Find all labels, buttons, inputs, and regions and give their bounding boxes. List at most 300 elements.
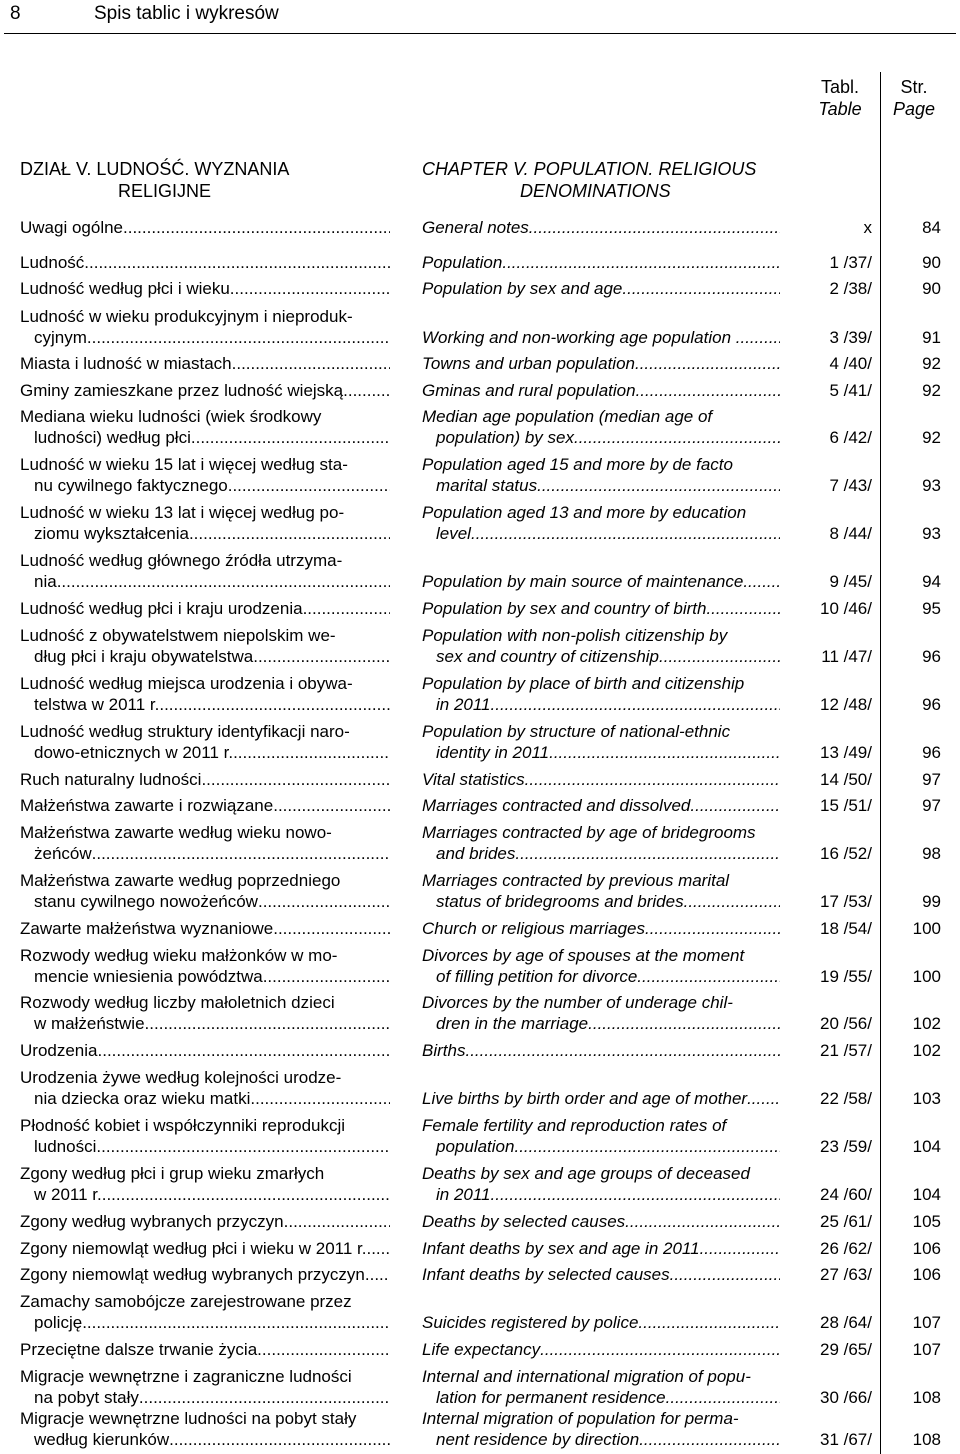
entry-title-pl-line: Gminy zamieszkane przez ludność wiejską: [20, 381, 344, 400]
entry-title-en: [422, 721, 780, 763]
entry-title-pl-line: nia dziecka oraz wieku matki: [34, 1089, 251, 1108]
dot-leader: [622, 278, 780, 299]
table-number: 1 /37/: [829, 253, 872, 272]
toc-row: [0, 503, 960, 544]
dot-leader: [639, 1429, 780, 1450]
table-number: 4 /40/: [829, 354, 872, 373]
dot-leader: [365, 1264, 390, 1285]
entry-title-pl-line: mencie wniesienia powództwa: [34, 967, 263, 986]
entry-title-en-line: Vital statistics: [422, 770, 525, 789]
entry-title-pl-line: Ludność w wieku produkcyjnym i nieproduk-: [20, 307, 353, 326]
entry-title-pl-line: ziomu wykształcenia: [34, 524, 189, 543]
entry-title-en-line: of filling petition for divorce: [436, 967, 638, 986]
toc-row: [0, 722, 960, 763]
page-number-ref: 96: [922, 695, 941, 714]
page-number-ref: 84: [922, 218, 941, 237]
dot-leader: [284, 1211, 390, 1232]
dot-leader: [253, 646, 390, 667]
page-number-ref: 99: [922, 892, 941, 911]
dot-leader: [303, 598, 390, 619]
page-number-ref: 108: [912, 1430, 941, 1449]
table-number: 8 /44/: [829, 524, 872, 543]
entry-title-pl-line: Zgony według wybranych przyczyn: [20, 1212, 284, 1231]
entry-title-en: [422, 454, 780, 496]
dot-leader: [250, 1088, 390, 1109]
entry-title-en: [422, 1040, 780, 1061]
toc-row: [0, 1339, 960, 1360]
entry-title-pl: [20, 1408, 390, 1450]
entry-title-pl: [20, 721, 390, 763]
dot-leader: [549, 742, 780, 763]
entry-title-pl-line: żeńców: [34, 844, 92, 863]
page-column-label-en: Page: [892, 99, 936, 119]
entry-title-en-line: Population aged 13 and more by education: [422, 503, 747, 522]
table-number: 20 /56/: [820, 1014, 872, 1033]
chapter-title-en: CHAPTER V. POPULATION. RELIGIOUS DENOMINATIONS: [422, 159, 757, 201]
entry-title-pl-line: Przeciętne dalsze trwanie życia: [20, 1340, 258, 1359]
table-number: 18 /54/: [820, 919, 872, 938]
entry-title-pl-line: Migracje wewnętrzne i zagraniczne ludności: [20, 1367, 352, 1386]
entry-title-en-line: Population by main source of maintenance: [422, 572, 744, 591]
page-number-ref: 98: [922, 844, 941, 863]
entry-title-pl-line: według kierunków: [34, 1430, 170, 1449]
entry-title-en: [422, 918, 780, 939]
table-number: 10 /46/: [820, 599, 872, 618]
toc-row: [0, 353, 960, 374]
page-number-ref: 95: [922, 599, 941, 618]
toc-row: [0, 598, 960, 619]
entry-title-en-line: in 2011: [436, 695, 491, 714]
table-number: 6 /42/: [829, 428, 872, 447]
table-number: 28 /64/: [820, 1313, 872, 1332]
dot-leader: [747, 1088, 780, 1109]
dot-leader: [273, 918, 390, 939]
dot-leader: [233, 742, 390, 763]
entry-title-pl: [20, 1238, 390, 1259]
entry-title-pl-line: Zamachy samobójcze zarejestrowane przez: [20, 1292, 352, 1311]
table-number: 30 /66/: [820, 1388, 872, 1407]
entry-title-pl: [20, 1291, 390, 1333]
entry-title-pl: [20, 1040, 390, 1061]
dot-leader: [529, 217, 780, 238]
entry-title-en-line: Marriages contracted and dissolved: [422, 796, 691, 815]
entry-title-en-line: population) by sex: [436, 428, 574, 447]
dot-leader: [690, 795, 780, 816]
toc-row: [0, 1164, 960, 1205]
page-number-ref: 102: [912, 1041, 941, 1060]
dot-leader: [82, 1312, 390, 1333]
entry-title-en-line: level: [436, 524, 471, 543]
entry-title-en: [422, 822, 780, 864]
entry-title-en-line: Population by sex and age: [422, 279, 623, 298]
entry-title-pl: [20, 1366, 390, 1408]
entry-title-pl-line: Zgony według płci i grup wieku zmarłych: [20, 1164, 325, 1183]
dot-leader: [635, 353, 780, 374]
entry-title-en-line: Population aged 15 and more by de facto: [422, 455, 733, 474]
entry-title-pl-line: stanu cywilnego nowożeńców: [34, 892, 258, 911]
entry-title-pl-line: Migracje wewnętrzne ludności na pobyt stały: [20, 1409, 357, 1428]
table-number: 24 /60/: [820, 1185, 872, 1204]
entry-title-pl-line: Małżeństwa zawarte według poprzedniego: [20, 871, 341, 890]
page-number-ref: 92: [922, 354, 941, 373]
page-column-header: [882, 76, 946, 120]
entry-title-pl: [20, 1211, 390, 1232]
entry-title-en-line: Marriages contracted by previous marital: [422, 871, 730, 890]
entry-title-pl: [20, 822, 390, 864]
toc-row: [0, 1238, 960, 1259]
page-number-ref: 108: [912, 1388, 941, 1407]
header-rule: [4, 33, 956, 34]
page-number: 8: [10, 3, 21, 24]
table-number: x: [863, 218, 872, 237]
entry-title-pl-line: Rozwody według wieku małżonków w mo-: [20, 946, 338, 965]
entry-title-en-line: Infant deaths by selected causes: [422, 1265, 670, 1284]
dot-leader: [636, 380, 780, 401]
toc-row: [0, 1264, 960, 1285]
page-number-ref: 96: [922, 647, 941, 666]
page-number-ref: 107: [912, 1340, 941, 1359]
dot-leader: [515, 843, 780, 864]
entry-title-en-line: Infant deaths by sex and age in 2011: [422, 1239, 700, 1258]
page-header: [0, 0, 960, 34]
dot-leader: [537, 475, 780, 496]
page-number-ref: 93: [922, 476, 941, 495]
entry-title-pl: [20, 870, 390, 912]
dot-leader: [102, 1184, 390, 1205]
entry-title-pl-line: Ludność według głównego źródła utrzyma-: [20, 551, 343, 570]
table-number: 27 /63/: [820, 1265, 872, 1284]
entry-title-pl-line: Rozwody według liczby małoletnich dzieci: [20, 993, 335, 1012]
table-number: 14 /50/: [820, 770, 872, 789]
table-number: 12 /48/: [820, 695, 872, 714]
table-number: 19 /55/: [820, 967, 872, 986]
toc-row: [0, 407, 960, 448]
dot-leader: [465, 1040, 780, 1061]
page-number-ref: 103: [912, 1089, 941, 1108]
page-number-ref: 104: [912, 1137, 941, 1156]
dot-leader: [273, 795, 390, 816]
page-number-ref: 92: [922, 428, 941, 447]
toc-row: [0, 278, 960, 299]
entry-title-pl-line: nu cywilnego faktycznego: [34, 476, 228, 495]
entry-title-en: [422, 598, 780, 619]
entry-title-pl-line: ludności: [34, 1137, 97, 1156]
toc-row: [0, 1040, 960, 1061]
toc-row: [0, 871, 960, 912]
entry-title-pl-line: policję: [34, 1313, 83, 1332]
dot-leader: [514, 1136, 780, 1157]
page-number-ref: 96: [922, 743, 941, 762]
entry-title-pl-line: Ludność w wieku 15 lat i więcej według sta-: [20, 455, 348, 474]
entry-title-en-line: Divorces by the number of underage chil-: [422, 993, 733, 1012]
dot-leader: [666, 1387, 780, 1408]
dot-leader: [87, 327, 390, 348]
entry-title-pl-line: Mediana wieku ludności (wiek środkowy: [20, 407, 322, 426]
entry-title-en: [422, 945, 780, 987]
dot-leader: [700, 1238, 780, 1259]
entry-title-en-line: Working and non-working age population .: [422, 328, 741, 347]
table-number: 22 /58/: [820, 1089, 872, 1108]
table-number: 21 /57/: [820, 1041, 872, 1060]
page-number-ref: 93: [922, 524, 941, 543]
table-number: 17 /53/: [820, 892, 872, 911]
dot-leader: [96, 1136, 390, 1157]
entry-title-pl-line: Zawarte małżeństwa wyznaniowe: [20, 919, 274, 938]
page-number-ref: 97: [922, 796, 941, 815]
entry-title-en-line: in 2011: [436, 1185, 491, 1204]
table-number: 3 /39/: [829, 328, 872, 347]
table-number: 25 /61/: [820, 1212, 872, 1231]
entry-title-pl-line: Miasta i ludność w miastach: [20, 354, 232, 373]
table-number: 5 /41/: [829, 381, 872, 400]
entry-title-pl-line: Uwagi ogólne: [20, 218, 124, 237]
entry-title-pl-line: Zgony niemowląt według płci i wieku w 2011 r.: [20, 1239, 367, 1258]
page-number-ref: 102: [912, 1014, 941, 1033]
toc-row: [0, 1409, 960, 1450]
entry-title-pl: [20, 992, 390, 1034]
dot-leader: [670, 1264, 780, 1285]
entry-title-pl-line: Urodzenia żywe według kolejności urodze-: [20, 1068, 342, 1087]
entry-title-en: [422, 769, 780, 790]
entry-title-en-line: Population by sex and country of birth: [422, 599, 707, 618]
dot-leader: [159, 694, 390, 715]
entry-title-pl-line: Ludność według płci i wieku: [20, 279, 230, 298]
dot-leader: [92, 843, 390, 864]
page-number-ref: 90: [922, 253, 941, 272]
dot-leader: [145, 1013, 390, 1034]
entry-title-pl-line: Ludność według struktury identyfikacji naro-: [20, 722, 350, 741]
entry-title-pl-line: dowo-etnicznych w 2011 r.: [34, 743, 234, 762]
entry-title-pl-line: Ludność w wieku 13 lat i więcej według po-: [20, 503, 345, 522]
dot-leader: [257, 1339, 390, 1360]
entry-title-en-line: Towns and urban population: [422, 354, 635, 373]
dot-leader: [588, 1013, 780, 1034]
entry-title-en: [422, 673, 780, 715]
toc-row: [0, 1367, 960, 1408]
page-number-ref: 100: [912, 919, 941, 938]
entry-title-pl-line: dług płci i kraju obywatelstwa: [34, 647, 254, 666]
table-number: 9 /45/: [829, 572, 872, 591]
entry-title-en: [422, 1264, 780, 1285]
dot-leader: [659, 646, 780, 667]
entry-title-en-line: Population: [422, 253, 503, 272]
entry-title-en: [422, 1366, 780, 1408]
dot-leader: [343, 380, 390, 401]
entry-title-en: [422, 1211, 780, 1232]
toc-row: [0, 1292, 960, 1333]
entry-title-en-line: Deaths by selected causes: [422, 1212, 626, 1231]
toc-row: [0, 626, 960, 667]
entry-title-en: [422, 327, 780, 348]
entry-title-pl: [20, 380, 390, 401]
dot-leader: [191, 427, 390, 448]
entry-title-en: [422, 870, 780, 912]
entry-title-en-line: identity in 2011: [436, 743, 550, 762]
entry-title-en-line: Female fertility and reproduction rates of: [422, 1116, 727, 1135]
chapter-title-pl: DZIAŁ V. LUDNOŚĆ. WYZNANIA RELIGIJNE: [20, 159, 290, 201]
dot-leader: [123, 217, 390, 238]
page-number-ref: 91: [922, 328, 941, 347]
entry-title-en-line: and brides: [436, 844, 516, 863]
entry-title-pl: [20, 598, 390, 619]
entry-title-en: [422, 625, 780, 667]
table-number: 26 /62/: [820, 1239, 872, 1258]
dot-leader: [574, 427, 780, 448]
dot-leader: [743, 571, 780, 592]
entry-title-en-line: marital status: [436, 476, 538, 495]
entry-title-en-line: Church or religious marriages: [422, 919, 645, 938]
entry-title-pl: [20, 217, 390, 238]
dot-leader: [98, 1040, 391, 1061]
toc-row: [0, 946, 960, 987]
toc-row: [0, 993, 960, 1034]
entry-title-pl: [20, 945, 390, 987]
page-number-ref: 90: [922, 279, 941, 298]
entry-title-en: [422, 1163, 780, 1205]
entry-title-pl: [20, 795, 390, 816]
entry-title-pl: [20, 1067, 390, 1109]
page-number-ref: 97: [922, 770, 941, 789]
entry-title-en-line: Internal migration of population for perma-: [422, 1409, 739, 1428]
entry-title-pl-line: w małżeństwie: [34, 1014, 145, 1033]
toc-row: [0, 307, 960, 348]
dot-leader: [491, 694, 780, 715]
entry-title-en-line: General notes: [422, 218, 529, 237]
entry-title-en: [422, 1088, 780, 1109]
entry-title-pl-line: Urodzenia: [20, 1041, 98, 1060]
toc-row: [0, 795, 960, 816]
toc-row: [0, 252, 960, 273]
entry-title-pl-line: Ludność: [20, 253, 85, 272]
entry-title-pl: [20, 1163, 390, 1205]
entry-title-pl-line: nia: [34, 572, 57, 591]
entry-title-en: [422, 992, 780, 1034]
entry-title-en: [422, 1115, 780, 1157]
entry-title-en-line: Deaths by sex and age groups of deceased: [422, 1164, 750, 1183]
entry-title-pl: [20, 252, 390, 273]
table-number: 16 /52/: [820, 844, 872, 863]
table-column-header: [808, 76, 872, 120]
table-number: 15 /51/: [820, 796, 872, 815]
entry-title-en-line: Gminas and rural population: [422, 381, 636, 400]
table-column-label-en: Table: [818, 99, 862, 119]
entry-title-pl-line: w 2011 r.: [34, 1185, 102, 1204]
entry-title-pl-line: telstwa w 2011 r.: [34, 695, 160, 714]
entry-title-en: [422, 795, 780, 816]
toc-row: [0, 380, 960, 401]
table-column-label-pl: Tabl.: [820, 77, 860, 97]
entry-title-en: [422, 353, 780, 374]
entry-title-pl-line: Ludność z obywatelstwem niepolskim we-: [20, 626, 336, 645]
entry-title-en: [422, 406, 780, 448]
entry-title-pl: [20, 353, 390, 374]
page-title: Spis tablic i wykresów: [94, 3, 279, 24]
toc-row: [0, 1211, 960, 1232]
page-number-ref: 106: [912, 1265, 941, 1284]
dot-leader: [637, 966, 780, 987]
entry-title-pl: [20, 918, 390, 939]
entry-title-en: [422, 1238, 780, 1259]
entry-title-en-line: Life expectancy: [422, 1340, 541, 1359]
entry-title-en: [422, 1408, 780, 1450]
entry-title-en-line: sex and country of citizenship: [436, 647, 660, 666]
table-number: 31 /67/: [820, 1430, 872, 1449]
page-column-label-pl: Str.: [900, 77, 928, 97]
entry-title-pl-line: ludności) według płci: [34, 428, 191, 447]
entry-title-en: [422, 252, 780, 273]
dot-leader: [230, 278, 390, 299]
dot-leader: [645, 918, 780, 939]
page-number-ref: 107: [912, 1313, 941, 1332]
entry-title-pl: [20, 1115, 390, 1157]
dot-leader: [169, 1429, 390, 1450]
dot-leader: [740, 327, 780, 348]
entry-title-pl-line: Małżeństwa zawarte i rozwiązane: [20, 796, 274, 815]
entry-title-en: [422, 217, 780, 238]
entry-title-pl: [20, 673, 390, 715]
table-number: 7 /43/: [829, 476, 872, 495]
entry-title-en: [422, 1339, 780, 1360]
entry-title-pl: [20, 306, 390, 348]
dot-leader: [263, 966, 390, 987]
dot-leader: [471, 523, 780, 544]
entry-title-en-line: Population by place of birth and citizenship: [422, 674, 745, 693]
page-number-ref: 104: [912, 1185, 941, 1204]
toc-row: [0, 918, 960, 939]
dot-leader: [57, 571, 390, 592]
entry-title-pl: [20, 454, 390, 496]
entry-title-pl-line: Małżeństwa zawarte według wieku nowo-: [20, 823, 332, 842]
entry-title-pl-line: Ruch naturalny ludności: [20, 770, 202, 789]
table-number: 23 /59/: [820, 1137, 872, 1156]
toc-row: [0, 1116, 960, 1157]
entry-title-pl: [20, 625, 390, 667]
table-number: 13 /49/: [820, 743, 872, 762]
page-number-ref: 106: [912, 1239, 941, 1258]
dot-leader: [228, 475, 390, 496]
dot-leader: [502, 252, 780, 273]
entry-title-en-line: Median age population (median age of: [422, 407, 713, 426]
entry-title-en: [422, 571, 780, 592]
entry-title-pl: [20, 769, 390, 790]
dot-leader: [491, 1184, 780, 1205]
table-number: 29 /65/: [820, 1340, 872, 1359]
entry-title-en: [422, 380, 780, 401]
entry-title-en-line: status of bridegrooms and brides: [436, 892, 684, 911]
dot-leader: [84, 252, 390, 273]
dot-leader: [201, 769, 390, 790]
entry-title-en-line: Live births by birth order and age of mother: [422, 1089, 748, 1108]
table-number: 11 /47/: [821, 647, 872, 666]
entry-title-en-line: Internal and international migration of popu-: [422, 1367, 751, 1386]
entry-title-en-line: Marriages contracted by age of bridegrooms: [422, 823, 756, 842]
page-number-ref: 94: [922, 572, 941, 591]
dot-leader: [625, 1211, 780, 1232]
page-number-ref: 100: [912, 967, 941, 986]
entry-title-pl: [20, 1264, 390, 1285]
table-number: 2 /38/: [829, 279, 872, 298]
toc-row: [0, 674, 960, 715]
dot-leader: [139, 1387, 390, 1408]
toc-row: [0, 769, 960, 790]
entry-title-pl: [20, 550, 390, 592]
entry-title-pl-line: Ludność według miejsca urodzenia i obywa-: [20, 674, 353, 693]
entry-title-pl: [20, 1339, 390, 1360]
dot-leader: [706, 598, 780, 619]
entry-title-en-line: Births: [422, 1041, 466, 1060]
toc-row: [0, 217, 960, 238]
entry-title-pl-line: Płodność kobiet i współczynniki reprodukcji: [20, 1116, 346, 1135]
